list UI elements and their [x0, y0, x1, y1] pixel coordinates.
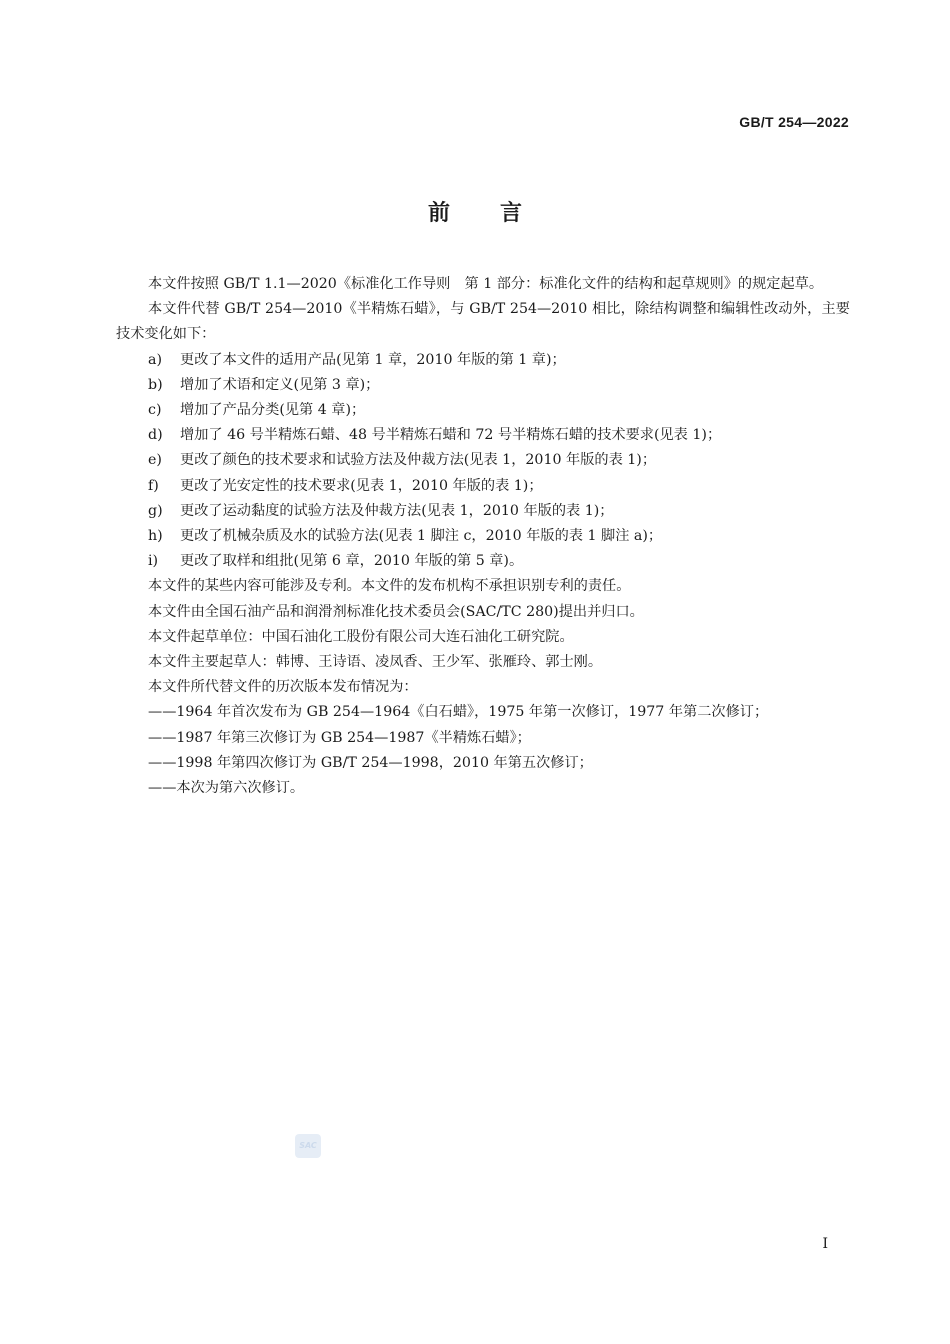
history-item: ——本次为第六次修订。 — [148, 780, 305, 797]
page-title: 前言 — [427, 201, 572, 226]
page-number: I — [822, 1236, 828, 1252]
history-item: ——1987 年第三次修订为 GB 254—1987《半精炼石蜡》； — [148, 729, 531, 746]
list-item-mark: a) — [148, 351, 162, 368]
paragraph-drafting-rules: 本文件按照 GB/T 1.1—2020《标准化工作导则 第 1 部分：标准化文件的结构和起草规则》的规定起草。 — [148, 276, 824, 292]
history-item: ——1964 年首次发布为 GB 254—1964《白石蜡》，1975 年第一次修订，1977 年第二次修订； — [148, 704, 769, 721]
list-item-text: 更改了运动黏度的试验方法及仲裁方法(见表 1，2010 年版的表 1)； — [180, 502, 614, 519]
list-item-text: 更改了本文件的适用产品(见第 1 章，2010 年版的第 1 章)； — [180, 351, 566, 368]
list-item — [116, 524, 850, 549]
list-item — [116, 474, 850, 499]
list-item — [116, 423, 850, 448]
list-item-mark: e) — [148, 452, 162, 469]
standard-code: GB/T 254—2022 — [739, 114, 849, 130]
list-item-text: 增加了术语和定义(见第 3 章)； — [180, 376, 380, 393]
list-item-text: 更改了取样和组批(见第 6 章，2010 年版的第 5 章)。 — [180, 553, 524, 570]
list-item-text: 更改了机械杂质及水的试验方法(见表 1 脚注 c，2010 年版的表 1 脚注 a)； — [180, 528, 663, 545]
list-item — [116, 373, 850, 398]
list-item-mark: g) — [148, 502, 163, 519]
paragraph-proposer: 本文件由全国石油产品和润滑剂标准化技术委员会(SAC/TC 280)提出并归口。 — [148, 603, 644, 620]
list-item — [116, 499, 850, 524]
list-item-mark: f) — [148, 477, 159, 494]
sac-watermark-logo: SAC — [295, 1134, 321, 1158]
paragraph-drafters: 本文件主要起草人：韩博、王诗语、凌凤香、王少军、张雁玲、郭士刚。 — [148, 654, 603, 671]
paragraph-replacement: 本文件代替 GB/T 254—2010《半精炼石蜡》，与 GB/T 254—2010 相比，除结构调整和编辑性改动外，主要技术变化如下： — [116, 301, 850, 343]
paragraph-history-intro: 本文件所代替文件的历次版本发布情况为： — [148, 679, 418, 696]
list-item — [116, 549, 850, 574]
history-item: ——1998 年第四次修订为 GB/T 254—1998，2010 年第五次修订； — [148, 754, 593, 771]
list-item-mark: c) — [148, 402, 162, 419]
list-item — [116, 398, 850, 423]
list-item-mark: b) — [148, 376, 163, 393]
list-item-text: 更改了颜色的技术要求和试验方法及仲裁方法(见表 1，2010 年版的表 1)； — [180, 452, 657, 469]
list-item — [116, 448, 850, 473]
list-item-text: 增加了 46 号半精炼石蜡、48 号半精炼石蜡和 72 号半精炼石蜡的技术要求(见表 1)； — [180, 427, 722, 444]
paragraph-drafting-unit: 本文件起草单位：中国石油化工股份有限公司大连石油化工研究院。 — [148, 628, 574, 645]
list-item-text: 增加了产品分类(见第 4 章)； — [180, 402, 366, 419]
paragraph-patent: 本文件的某些内容可能涉及专利。本文件的发布机构不承担识别专利的责任。 — [148, 578, 631, 595]
list-item-mark: i) — [148, 553, 159, 570]
list-item-mark: h) — [148, 528, 163, 545]
foreword-body — [116, 272, 850, 801]
list-item-mark: d) — [148, 427, 163, 444]
list-item — [116, 348, 850, 373]
list-item-text: 更改了光安定性的技术要求(见表 1，2010 年版的表 1)； — [180, 477, 543, 494]
